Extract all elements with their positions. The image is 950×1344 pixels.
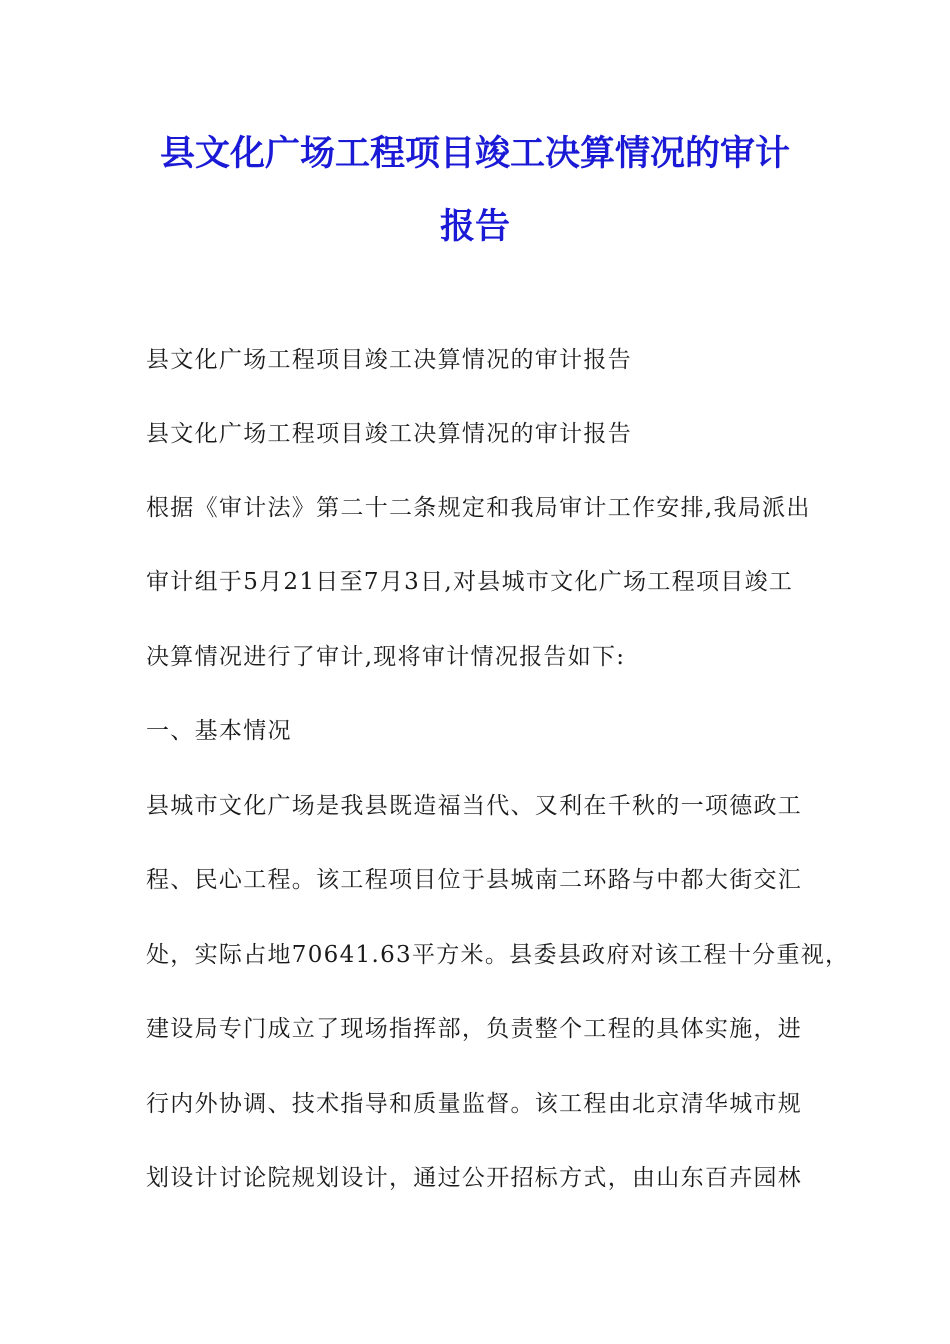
paragraph-line: 程、民心工程。该工程项目位于县城南二环路与中都大街交汇 bbox=[146, 867, 803, 893]
section-heading: 一、基本情况 bbox=[146, 718, 292, 744]
document-title-line-1: 县文化广场工程项目竣工决算情况的审计 bbox=[159, 134, 790, 174]
subtitle-line: 县文化广场工程项目竣工决算情况的审计报告 bbox=[146, 421, 632, 447]
paragraph-line: 决算情况进行了审计,现将审计情况报告如下: bbox=[146, 644, 626, 670]
paragraph-line: 处，实际占地70641.63平方米。县委县政府对该工程十分重视， bbox=[146, 942, 850, 968]
paragraph-line: 行内外协调、技术指导和质量监督。该工程由北京清华城市规 bbox=[146, 1091, 803, 1117]
paragraph-line: 县城市文化广场是我县既造福当代、又利在千秋的一项德政工 bbox=[146, 793, 803, 819]
paragraph-line: 根据《审计法》第二十二条规定和我局审计工作安排,我局派出 bbox=[146, 495, 811, 521]
subtitle-line: 县文化广场工程项目竣工决算情况的审计报告 bbox=[146, 347, 632, 373]
paragraph-line: 划设计讨论院规划设计，通过公开招标方式，由山东百卉园林 bbox=[146, 1165, 803, 1191]
paragraph-line: 审计组于5月21日至7月3日,对县城市文化广场工程项目竣工 bbox=[146, 569, 794, 595]
paragraph-line: 建设局专门成立了现场指挥部，负责整个工程的具体实施，进 bbox=[146, 1016, 803, 1042]
document-title-line-2: 报告 bbox=[439, 207, 510, 247]
